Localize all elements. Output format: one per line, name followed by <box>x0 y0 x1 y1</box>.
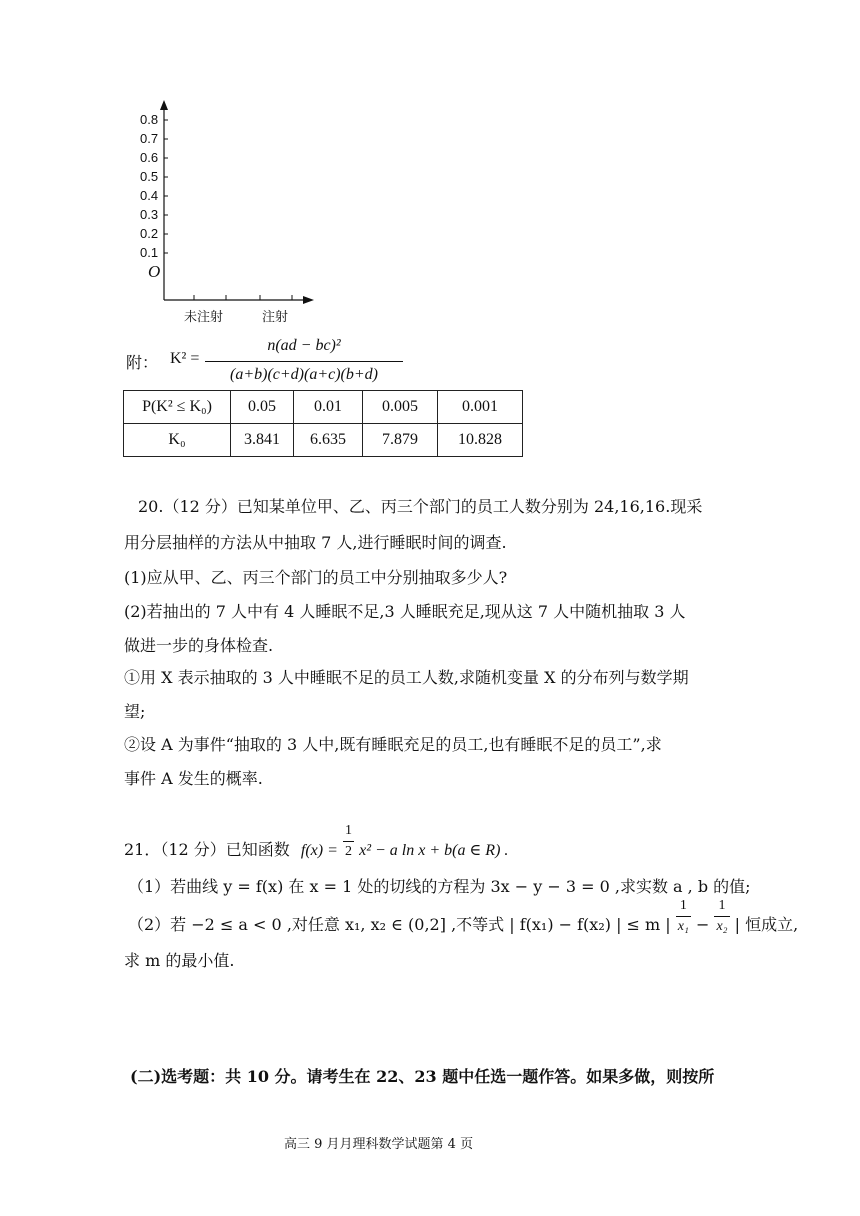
table-cell: 6.635 <box>294 424 363 457</box>
k2-denominator: (a+b)(c+d)(a+c)(b+d) <box>229 366 378 383</box>
q21-intro <box>124 823 509 862</box>
page-footer: 高三 9 月月理科数学试题第 4 页 <box>284 1137 474 1152</box>
table-cell: 0.01 <box>294 391 363 424</box>
q21-part2-end: 求 m 的最小值. <box>124 951 235 970</box>
q21-part1: （1）若曲线 y = f(x) 在 x = 1 处的切线的方程为 3x − y − 3 = 0 ,求实数 a , b 的值; <box>128 877 751 896</box>
table-header-cell: P(K² ≤ K₀) <box>124 391 231 424</box>
q21-part2 <box>128 898 799 937</box>
table-header-cell: K₀ <box>124 424 231 457</box>
half-denominator: 2 <box>345 844 352 859</box>
table-row <box>124 391 523 424</box>
func-lhs: f(x) = <box>300 842 338 859</box>
frac-one-over-x2 <box>714 896 729 937</box>
table-cell: 0.005 <box>363 391 438 424</box>
y-axis-arrow <box>160 100 168 110</box>
frac2-numerator: 1 <box>714 896 729 917</box>
frac1-numerator: 1 <box>676 896 691 917</box>
y-tick-label: 0.1 <box>140 245 159 260</box>
y-tick-label: 0.6 <box>140 150 159 165</box>
k2-numerator: n(ad − bc)² <box>267 337 341 354</box>
x-axis-arrow <box>303 296 314 304</box>
table-cell: 0.05 <box>231 391 294 424</box>
y-tick-label: 0.8 <box>140 112 159 127</box>
frac2-denominator: x₂ <box>716 919 728 934</box>
frac-one-over-x1 <box>676 896 691 937</box>
section-heading: (二)选考题：共 10 分。请考生在 22、23 题中任选一题作答。如果多做，则按所 <box>130 1067 715 1086</box>
table-cell: 3.841 <box>231 424 294 457</box>
y-tick-label: 0.7 <box>140 131 159 146</box>
q20-line: 做进一步的身体检查. <box>124 636 274 655</box>
table-row <box>124 424 523 457</box>
table-cell: 10.828 <box>438 424 523 457</box>
fraction-bar <box>205 361 403 362</box>
half-numerator: 1 <box>343 821 354 842</box>
q20-line: 望; <box>124 702 146 721</box>
q20-line: 用分层抽样的方法从中抽取 7 人,进行睡眠时间的调查. <box>124 533 507 552</box>
y-tick-label: 0.5 <box>140 169 159 184</box>
table-cell: 0.001 <box>438 391 523 424</box>
y-tick-label: 0.4 <box>140 188 159 203</box>
half-fraction <box>343 821 354 862</box>
q21-part2-tail: | 恒成立, <box>734 915 799 934</box>
q20-line: 事件 A 发生的概率. <box>124 769 263 788</box>
minus-sign: − <box>695 915 710 934</box>
x-label-uninjected: 未注射 <box>184 310 224 325</box>
k2-lhs: K² = <box>170 350 200 367</box>
y-tick-label: 0.3 <box>140 207 159 222</box>
q20-line: ①用 X 表示抽取的 3 人中睡眠不足的员工人数,求随机变量 X 的分布列与数学期 <box>124 668 689 687</box>
y-tick-label: 0.2 <box>140 226 159 241</box>
q21-intro-text: 21．（12 分）已知函数 <box>124 840 290 859</box>
y-tick-marks <box>164 120 168 253</box>
q20-line: (1)应从甲、乙、丙三个部门的员工中分别抽取多少人? <box>124 568 508 587</box>
x-tick-marks <box>194 295 292 300</box>
frac1-denominator: x₁ <box>677 919 689 934</box>
q20-line: 20.（12 分）已知某单位甲、乙、丙三个部门的员工人数分别为 24,16,16.现采 <box>138 497 703 516</box>
q20-line: (2)若抽出的 7 人中有 4 人睡眠不足,3 人睡眠充足,现从这 7 人中随机抽取 3 人 <box>124 602 686 621</box>
appendix-label: 附： <box>126 353 159 372</box>
table-cell: 7.879 <box>363 424 438 457</box>
func-rhs: x² − a ln x + b(a ∈ R) . <box>359 842 509 859</box>
critical-value-table <box>123 390 523 457</box>
origin-label: O <box>148 262 161 281</box>
q21-part2-text: （2）若 −2 ≤ a < 0 ,对任意 x₁, x₂ ∈ (0,2] ,不等式 | f(x₁) − f(x₂) | ≤ m | <box>128 915 671 934</box>
axes-chart <box>140 100 330 315</box>
q20-line: ②设 A 为事件“抽取的 3 人中,既有睡眠充足的员工,也有睡眠不足的员工”,求 <box>124 735 662 754</box>
x-label-injected: 注射 <box>262 310 289 325</box>
